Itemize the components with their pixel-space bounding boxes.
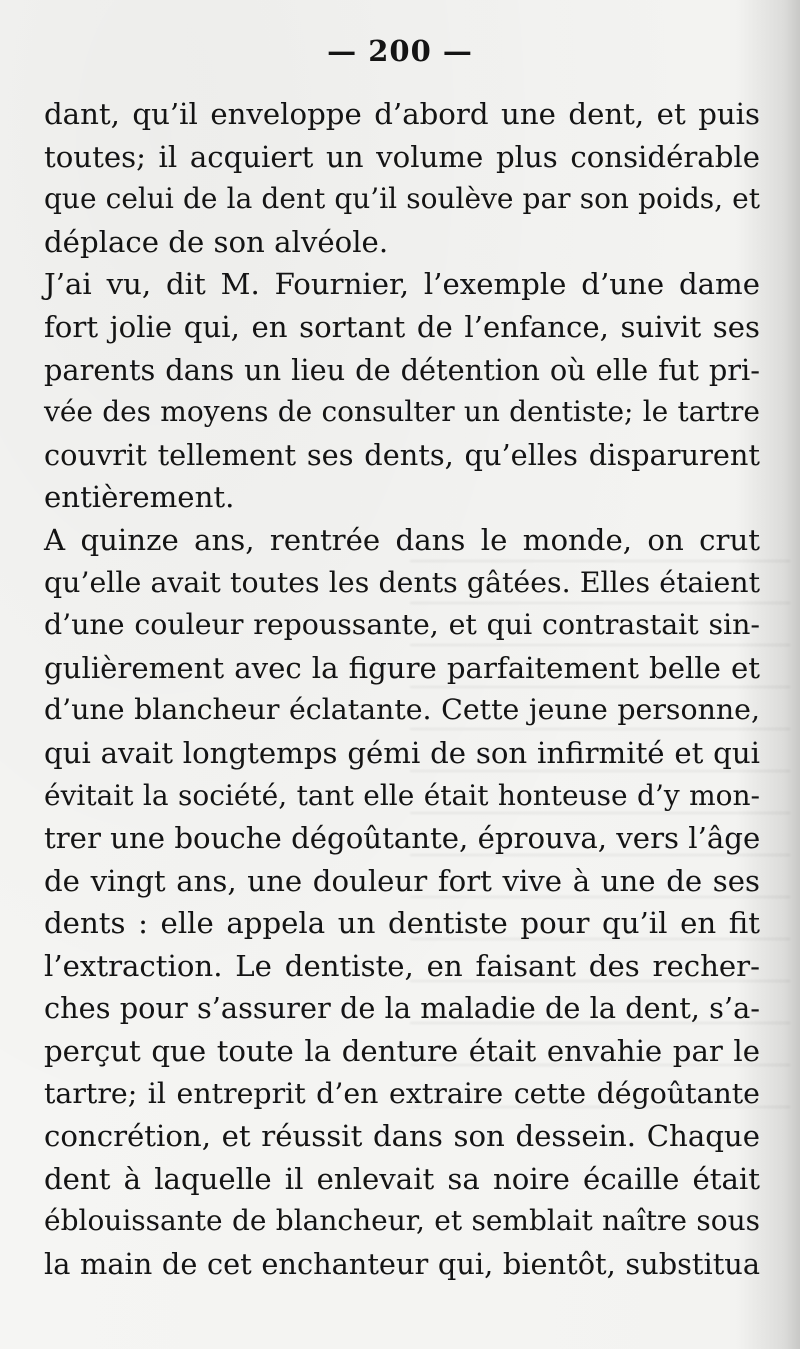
text-line: dant, qu’il enveloppe d’abord une dent, et puis	[44, 97, 760, 131]
text-line: que celui de la dent qu’il soulève par son poids, et	[44, 182, 760, 216]
page-number: — 200 —	[327, 34, 473, 68]
text-line: la main de cet enchanteur qui, bientôt, substitua	[44, 1247, 760, 1282]
text-line: d’une blancheur éclatante. Cette jeune personne,	[44, 693, 760, 727]
text-line: gulièrement avec la figure parfaitement belle et	[44, 650, 760, 685]
text-line: perçut que toute la denture était envahie par le	[44, 1034, 760, 1069]
text-line: J’ai vu, dit M. Fournier, l’exemple d’une dame	[44, 267, 760, 302]
text-line: concrétion, et réussit dans son dessein. Chaque	[44, 1119, 760, 1154]
text-line: couvrit tellement ses dents, qu’elles disparurent	[44, 437, 760, 472]
text-line: tartre; il entreprit d’en extraire cette dégoûtante	[44, 1076, 760, 1110]
text-line: dents : elle appela un dentiste pour qu’il en fit	[44, 906, 760, 941]
text-line: éblouissante de blancheur, et semblait naître sous	[44, 1204, 760, 1238]
text-line: entièrement.	[44, 480, 235, 515]
text-line: dent à laquelle il enlevait sa noire écaille était	[44, 1161, 760, 1196]
text-line: d’une couleur repoussante, et qui contrastait sin-	[44, 608, 760, 642]
text-line: qui avait longtemps gémi de son infirmité et qui	[44, 735, 760, 770]
text-line: l’extraction. Le dentiste, en faisant des recher-	[44, 948, 760, 983]
text-line: de vingt ans, une douleur fort vive à une de ses	[44, 863, 760, 898]
text-line: ches pour s’assurer de la maladie de la dent, s’a-	[44, 991, 760, 1026]
text-line: qu’elle avait toutes les dents gâtées. Elles étaient	[44, 565, 760, 599]
text-line: déplace de son alvéole.	[44, 224, 389, 259]
text-line: A quinze ans, rentrée dans le monde, on crut	[44, 522, 760, 557]
text-line: vée des moyens de consulter un dentiste; le tartre	[44, 395, 760, 429]
text-line: fort jolie qui, en sortant de l’enfance, suivit ses	[44, 309, 760, 344]
body-text	[44, 93, 760, 1286]
text-line: évitait la société, tant elle était honteuse d’y mon-	[44, 778, 760, 812]
text-line: toutes; il acquiert un volume plus considérable	[44, 139, 760, 174]
text-line: parents dans un lieu de détention où elle fut pri-	[44, 352, 760, 387]
text-line: trer une bouche dégoûtante, éprouva, vers l’âge	[44, 821, 761, 856]
